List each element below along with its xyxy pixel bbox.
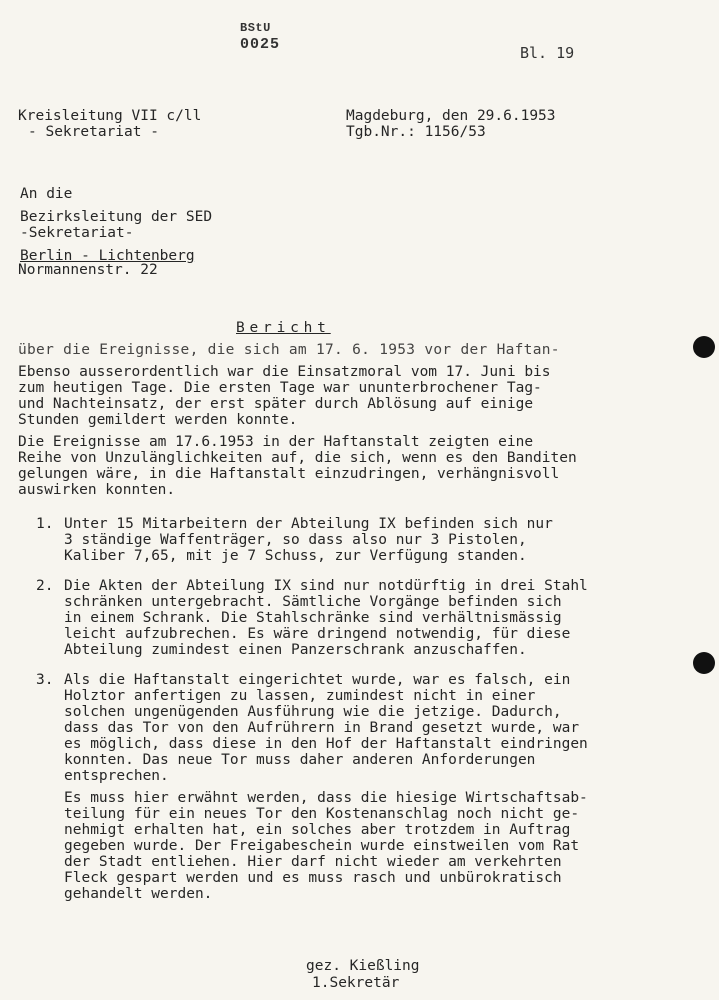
paragraph-line: Ebenso ausserordentlich war die Einsatzmoral vom 17. Juni bis — [18, 364, 551, 380]
list-item-line: dass das Tor von den Aufrührern in Brand gesetzt wurde, war — [64, 720, 580, 736]
punch-hole — [693, 336, 715, 358]
list-item-number: 3. — [36, 672, 54, 688]
list-item-line: Unter 15 Mitarbeitern der Abteilung IX befinden sich nur — [64, 516, 553, 532]
list-item-line: leicht aufzubrechen. Es wäre dringend notwendig, für diese — [64, 626, 571, 642]
report-title: Bericht — [236, 320, 331, 336]
sender-line-2: - Sekretariat - — [28, 124, 159, 140]
list-item-line: in einem Schrank. Die Stahlschränke sind verhältnismässig — [64, 610, 562, 626]
recipient-line: Bezirksleitung der SED — [20, 209, 213, 225]
paragraph-line: teilung für ein neues Tor den Kostenanschlag noch nicht ge- — [64, 806, 580, 822]
sheet-number: Bl. 19 — [520, 44, 575, 62]
list-item-line: Als die Haftanstalt eingerichtet wurde, war es falsch, ein — [64, 672, 571, 688]
paragraph-line: Fleck gespart werden und es muss rasch und unbürokratisch — [64, 870, 562, 886]
paragraph-line: Es muss hier erwähnt werden, dass die hiesige Wirtschaftsab- — [64, 790, 588, 806]
paragraph-line: gegeben wurde. Der Freigabeschein wurde einstweilen vom Rat — [64, 838, 580, 854]
list-item-line: Die Akten der Abteilung IX sind nur notdürftig in drei Stahl — [64, 578, 588, 594]
punch-hole — [693, 652, 715, 674]
recipient-line: -Sekretariat- — [20, 225, 134, 241]
archive-stamp-number: 0025 — [240, 36, 281, 53]
archive-stamp-org: BStU — [240, 21, 271, 35]
paragraph-line: und Nachteinsatz, der erst später durch Ablösung auf einige — [18, 396, 534, 412]
list-item-number: 1. — [36, 516, 54, 532]
paragraph-line: zum heutigen Tage. Die ersten Tage war ununterbrochener Tag- — [18, 380, 542, 396]
list-item-line: 3 ständige Waffenträger, so dass also nur 3 Pistolen, — [64, 532, 527, 548]
sender-line-1: Kreisleitung VII c/ll — [18, 108, 202, 124]
archive-stamp — [240, 22, 280, 52]
paragraph-line: Stunden gemildert werden konnte. — [18, 412, 298, 428]
list-item-line: es möglich, dass diese in den Hof der Haftanstalt eindringen — [64, 736, 588, 752]
recipient-line: An die — [20, 186, 73, 202]
list-item-line: solchen ungenügenden Ausführung wie die jetzige. Dadurch, — [64, 704, 562, 720]
signature-name: gez. Kießling — [306, 958, 420, 974]
recipient-city-text: Berlin - Lichtenberg — [20, 248, 195, 264]
paragraph-line: der Stadt entliehen. Hier darf nicht wieder am verkehrten — [64, 854, 562, 870]
list-item-number: 2. — [36, 578, 54, 594]
list-item-line: entsprechen. — [64, 768, 169, 784]
paragraph-line: auswirken konnten. — [18, 482, 176, 498]
list-item-line: konnten. Das neue Tor muss daher anderen Anforderungen — [64, 752, 536, 768]
signature-role: 1.Sekretär — [312, 975, 400, 991]
paragraph-line: Reihe von Unzulänglichkeiten auf, die sich, wenn es den Banditen — [18, 450, 577, 466]
list-item-line: Holztor anfertigen zu lassen, zumindest nicht in einer — [64, 688, 536, 704]
list-item-line: Kaliber 7,65, mit je 7 Schuss, zur Verfügung standen. — [64, 548, 527, 564]
paragraph-line: nehmigt erhalten hat, ein solches aber trotzdem in Auftrag — [64, 822, 571, 838]
place-date: Magdeburg, den 29.6.1953 — [346, 108, 556, 124]
recipient-street: Normannenstr. 22 — [18, 262, 158, 278]
report-subject: über die Ereignisse, die sich am 17. 6. 1953 vor der Haftan- — [18, 342, 560, 358]
list-item-line: schränken untergebracht. Sämtliche Vorgänge befinden sich — [64, 594, 562, 610]
paragraph-line: Die Ereignisse am 17.6.1953 in der Haftanstalt zeigten eine — [18, 434, 534, 450]
reference-number: Tgb.Nr.: 1156/53 — [346, 124, 486, 140]
list-item-line: Abteilung zumindest einen Panzerschrank anzuschaffen. — [64, 642, 527, 658]
paragraph-line: gehandelt werden. — [64, 886, 213, 902]
paragraph-line: gelungen wäre, in die Haftanstalt einzudringen, verhängnisvoll — [18, 466, 560, 482]
